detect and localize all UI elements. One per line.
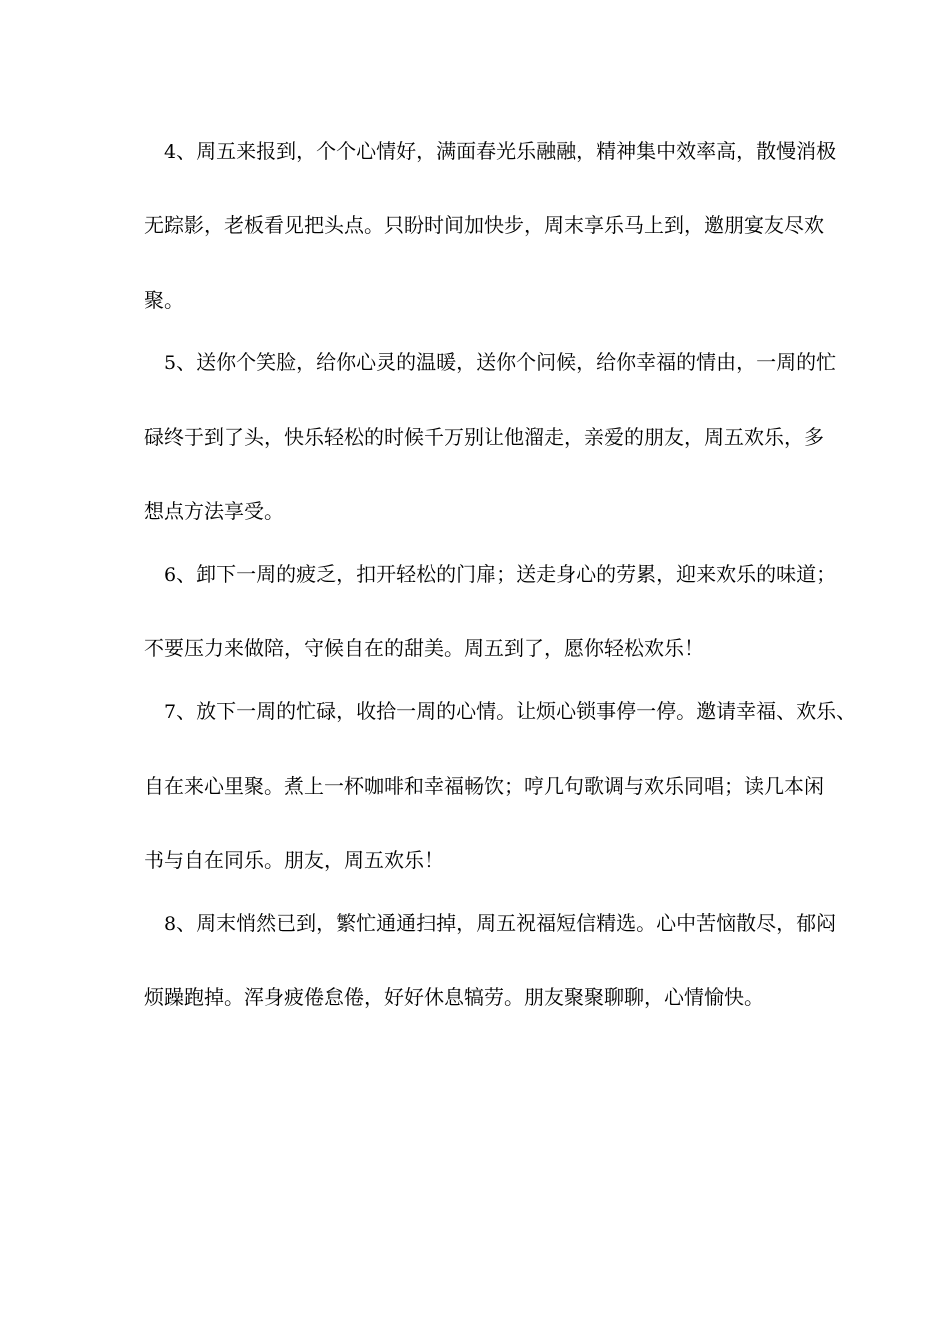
paragraph-8-line-2: 烦躁跑掉。浑身疲倦怠倦，好好休息犒劳。朋友聚聚聊聊，心情愉快。 [144, 985, 764, 1009]
paragraph-4-line-1 [164, 136, 854, 166]
paragraph-5-line-2: 碌终于到了头，快乐轻松的时候千万别让他溜走，亲爱的朋友，周五欢乐，多 [144, 425, 824, 449]
paragraph-number: 4 [164, 141, 177, 163]
paragraph-5-line-1 [164, 347, 854, 377]
paragraph-number: 8 [164, 913, 177, 935]
paragraph-7-line-2: 自在来心里聚。煮上一杯咖啡和幸福畅饮；哼几句歌调与欢乐同唱；读几本闲 [144, 774, 824, 798]
paragraph-text: 、周末悄然已到，繁忙通通扫掉，周五祝福短信精选。心中苦恼散尽，郁闷 [176, 911, 837, 935]
paragraph-4-line-2: 无踪影，老板看见把头点。只盼时间加快步，周末享乐马上到，邀朋宴友尽欢 [144, 213, 824, 237]
paragraph-7-line-3: 书与自在同乐。朋友，周五欢乐！ [144, 848, 444, 872]
paragraph-text: 、放下一周的忙碌，收拾一周的心情。让烦心锁事停一停。邀请幸福、欢乐、 [176, 699, 857, 723]
paragraph-number: 6 [164, 564, 177, 586]
paragraph-6-line-1 [164, 559, 854, 589]
paragraph-text: 、卸下一周的疲乏，扣开轻松的门扉；送走身心的劳累，迎来欢乐的味道； [176, 562, 837, 586]
paragraph-8-line-1 [164, 908, 854, 938]
paragraph-7-line-1 [164, 696, 857, 726]
paragraph-number: 7 [164, 701, 177, 723]
paragraph-text: 、周五来报到，个个心情好，满面春光乐融融，精神集中效率高，散慢消极 [176, 139, 837, 163]
paragraph-text: 、送你个笑脸，给你心灵的温暖，送你个问候，给你幸福的情由，一周的忙 [176, 350, 837, 374]
paragraph-number: 5 [164, 352, 177, 374]
paragraph-4-line-3: 聚。 [144, 288, 184, 312]
paragraph-5-line-3: 想点方法享受。 [144, 499, 284, 523]
paragraph-6-line-2: 不要压力来做陪，守候自在的甜美。周五到了，愿你轻松欢乐！ [144, 636, 704, 660]
